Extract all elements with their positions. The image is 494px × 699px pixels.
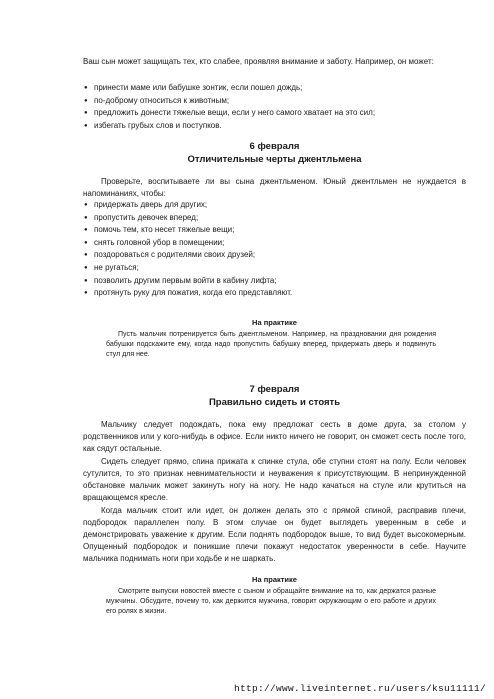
watermark-url: http://www.liveinternet.ru/users/ksu11111/	[233, 683, 486, 694]
section-title-feb6: Отличительные черты джентльмена	[187, 154, 362, 165]
practice-heading-feb7: На практике	[252, 575, 297, 584]
list-item: ● позволить другим первым войти в кабину лифта;	[84, 275, 464, 288]
sitting-paragraph-1: Мальчику следует подождать, пока ему предложат сесть в доме друга, за столом у родственников или у кого-нибудь в офисе. Если никто ничего не говорит, он сможет сесть после того, как сядут остальные.	[83, 420, 466, 453]
list-item: ● поздороваться с родителями своих друзей;	[84, 249, 464, 262]
sitting-paragraph-2: Сидеть следует прямо, спина прижата к спинке стула, обе ступни стоят на полу. Если человек сутулится, то это признак невнимательности и неуважения к присутствующим. В непринужденной обстановке мальчик может закинуть ногу на ногу. Не надо качаться на стуле или крутиться на вращающемся кресле.	[83, 457, 466, 502]
list-item: ● предложить донести тяжелые вещи, если у него самого хватает на это сил;	[84, 107, 464, 120]
practice-text-feb7: Смотрите выпуски новостей вместе с сыном и обращайте внимание на то, как держатся разные мужчины. Обсудите, почему то, как держится мужчина, говорит окружающим о его работе и других его ролях в жизни.	[106, 588, 436, 615]
standing-paragraph: Когда мальчик стоит или идет, он должен делать это с прямой спиной, расправив плечи, подбородок параллелен полу. В этом случае он будет выглядеть уверенным в себе и демонстрировать уважение к другим. Если поднять подбородок выше, то вид будет высокомерным. Опущенный подбородок и поникшие плечи покажут недостаток уверенности в себе. Научите мальчика поднимать ноги при ходьбе и не шаркать.	[83, 506, 466, 563]
list-item: ● избегать грубых слов и поступков.	[84, 120, 464, 133]
practice-text-feb6: Пусть мальчик потренируется быть джентльменом. Например, на праздновании дня рождения бабушки подскажите ему, когда надо пропустить бабушку вперед, придержать дверь и подвинуть стул для нее.	[106, 331, 436, 358]
practice-heading-feb6: На практике	[252, 318, 297, 327]
list-item: ● придержать дверь для других;	[84, 199, 464, 212]
list-item: ● по-доброму относиться к животным;	[84, 95, 464, 108]
intro-paragraph: Ваш сын может защищать тех, кто слабее, проявляя внимание и заботу. Например, он может:	[83, 57, 434, 66]
section-title-feb7: Правильно сидеть и стоять	[208, 397, 341, 408]
section-date-feb6: 6 февраля	[249, 141, 300, 152]
list-item: ● помочь тем, кто несет тяжелые вещи;	[84, 224, 464, 237]
help-list	[84, 82, 464, 132]
section-date-feb7: 7 февраля	[249, 384, 300, 395]
list-item: ● принести маме или бабушке зонтик, если пошел дождь;	[84, 82, 464, 95]
list-item: ● протянуть руку для пожатия, когда его представляют.	[84, 287, 464, 300]
list-item: ● не ругаться;	[84, 262, 464, 275]
list-item: ● снять головной убор в помещении;	[84, 237, 464, 250]
list-item: ● пропустить девочек вперед;	[84, 212, 464, 225]
gentleman-paragraph: Проверьте, воспитываете ли вы сына джентльменом. Юный джентльмен не нуждается в напоминаниях, чтобы:	[83, 177, 466, 198]
gentleman-list	[84, 199, 464, 300]
